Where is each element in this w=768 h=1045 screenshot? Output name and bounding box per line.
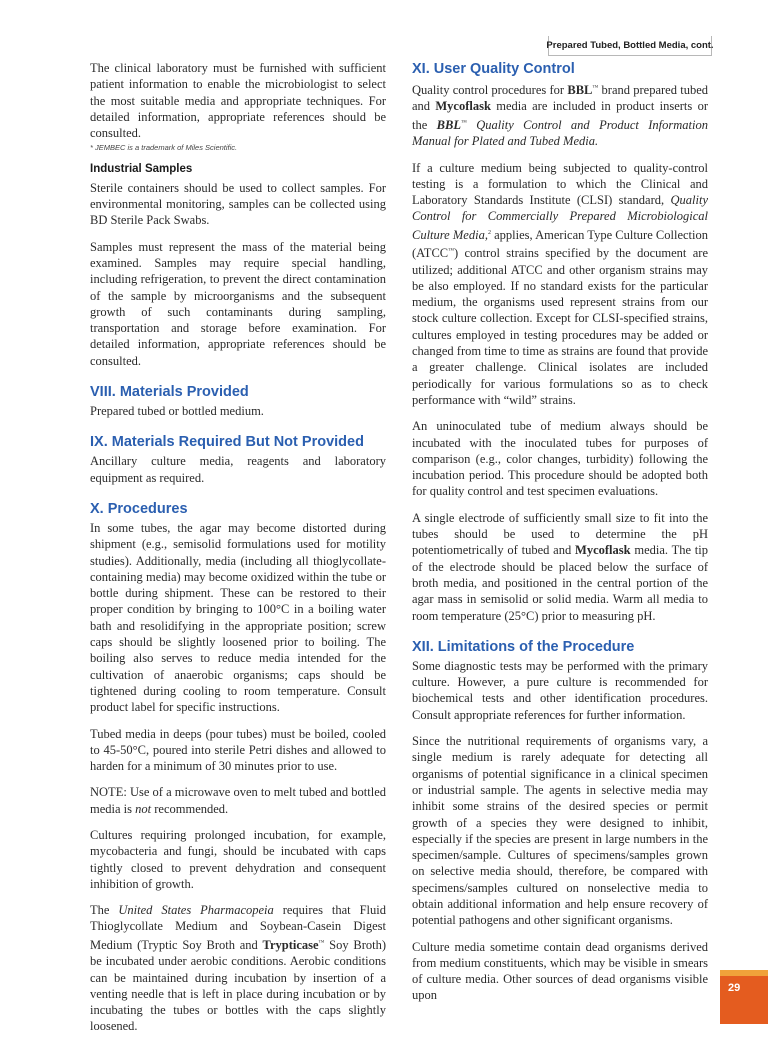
quality-control-paragraph-4: A single electrode of sufficiently small size to fit into the tubes should be used to determine the pH potentiometrically of tubed and Mycoflask media. The tip of the electrode should be placed below the surface of broth media, and positioned in the central portion of the agar mass in semisolid or solid media. Warm all media to room temperature (25°C) prior to measuring pH. [412,510,708,623]
running-header: Prepared Tubed, Bottled Media, cont. [548,36,712,56]
procedures-paragraph-5: The United States Pharmacopeia requires that Fluid Thioglycollate Medium and Soybean-Casein Digest Medium (Tryptic Soy Broth and Trypticase™ Soy Broth) be incubated under aerobic conditions. Aerobic conditions can be maintained during incubation by insertion of a venting needle that is left in place during incubation or by incubating the tubes or bottles with the caps slightly loosened. [90,903,387,1034]
procedures-paragraph-1: In some tubes, the agar may become distorted during shipment (e.g., semisolid formulations used for motility studies). Additionally, media (including all thioglycollate-containing media) may become oxidized within the tube or bottle during shipment. These can be restored to their proper condition by bringing to 100°C in a boiling water bath and resolidifying in the appropriate position; screw caps should be slightly loosened prior to boiling. The boiling also serves to reduce media intended for the cultivation of anaerobic organisms; caps should be tightened during cooling to room temperature. Consult product label for specific instructions. [90,520,386,715]
limitations-paragraph-3: Culture media sometime contain dead organisms derived from medium constituents, which may be visible in smears of culture media. Other sources of dead organisms visible upon [412,939,708,1003]
quality-control-paragraph-1: Quality control procedures for BBL™ brand prepared tubed and Mycoflask media are included in product inserts or the BBL™ Quality Control and Product Information Manual for Plated and Tubed Media. [412,83,709,149]
section-xii-heading: XII. Limitations of the Procedure [412,638,635,655]
footnote: * JEMBEC is a trademark of Miles Scientific. [90,143,238,153]
left-column [90,60,386,1045]
limitations-paragraph-1: Some diagnostic tests may be performed with the primary culture. However, a pure culture is recommended for biochemical tests and other identification procedures. Consult appropriate references for further information. [412,658,708,722]
section-xi-heading: XI. User Quality Control [412,61,575,77]
section-ix-text: Ancillary culture media, reagents and laboratory equipment as required. [90,454,386,485]
right-column [412,60,708,1004]
industrial-paragraph-1: Sterile containers should be used to collect samples. For environmental monitoring, samples can be collected using BD Sterile Pack Swabs. [90,180,386,228]
section-ix-heading: IX. Materials Required But Not Provided [90,434,364,451]
procedures-note: NOTE: Use of a microwave oven to melt tubed and bottled media is not recommended. [90,785,386,816]
page-number: 29 [720,976,768,1024]
limitations-paragraph-2: Since the nutritional requirements of organisms vary, a single medium is rarely adequate for detecting all organisms of potential significance in a clinical specimen or industrial sample. The agents in selective media may inhibit some strains of the desired species or permit growth of a species they were designed to inhibit, especially if the species are present in large numbers in the specimen/sample. Cultures of specimens/samples grown on selective media should, therefore, be compared with specimens/samples cultured on nonselective media to obtain additional information and help ensure recovery of potential pathogens and other significant organisms. [412,734,708,928]
quality-control-paragraph-2: If a culture medium being subjected to quality-control testing is a formulation to which the Clinical and Laboratory Standards Institute (CLSI) standard, Quality Control for Commercially Prepared Microbiological Culture Media,$^2$ applies, American Type Culture Collection (ATCC™) control strains specified by the document are utilized; additional ATCC and other organism strains may be also employed. If no standard exists for the particular medium, the organisms used represent strains from our stock culture collection. Except for CLSI-specified strains, cultures employed in testing procedures may be added or changed from time to time as strains are found that provide a greater challenge. Clinical isolates are included periodically for various formulations so as to check performance with “wild” strains. [412,160,708,407]
section-viii-heading: VIII. Materials Provided [90,384,249,401]
quality-control-paragraph-3: An uninoculated tube of medium always should be incubated with the inoculated tubes for purposes of comparison (e.g., color changes, turbidity) following the incubation period. This procedure should be adopted both for quality control and test specimen evaluations. [412,419,708,499]
procedures-paragraph-2: Tubed media in deeps (pour tubes) must be boiled, cooled to 45-50°C, poured into sterile Petri dishes and allowed to harden for a minimum of 30 minutes prior to use. [90,726,386,774]
procedures-paragraph-4: Cultures requiring prolonged incubation, for example, mycobacteria and fungi, should be incubated with caps tightly closed to prevent dehydration and consequent inhibition of growth. [90,827,386,891]
intro-paragraph: The clinical laboratory must be furnished with sufficient patient information to enable the microbiologist to select the most suitable media and appropriate techniques. For detailed information, appropriate references should be consulted. [90,61,386,141]
industrial-samples-heading: Industrial Samples [90,163,193,176]
section-viii-text: Prepared tubed or bottled medium. [90,404,264,419]
industrial-paragraph-2: Samples must represent the mass of the material being examined. Samples may require special handling, including refrigeration, to prevent the direct contamination of the sample by microorganisms and the subsequent growth of such contaminants during sampling, transportation and storage before examination. For detailed information, appropriate references should be consulted. [90,239,386,368]
section-x-heading: X. Procedures [90,500,188,517]
